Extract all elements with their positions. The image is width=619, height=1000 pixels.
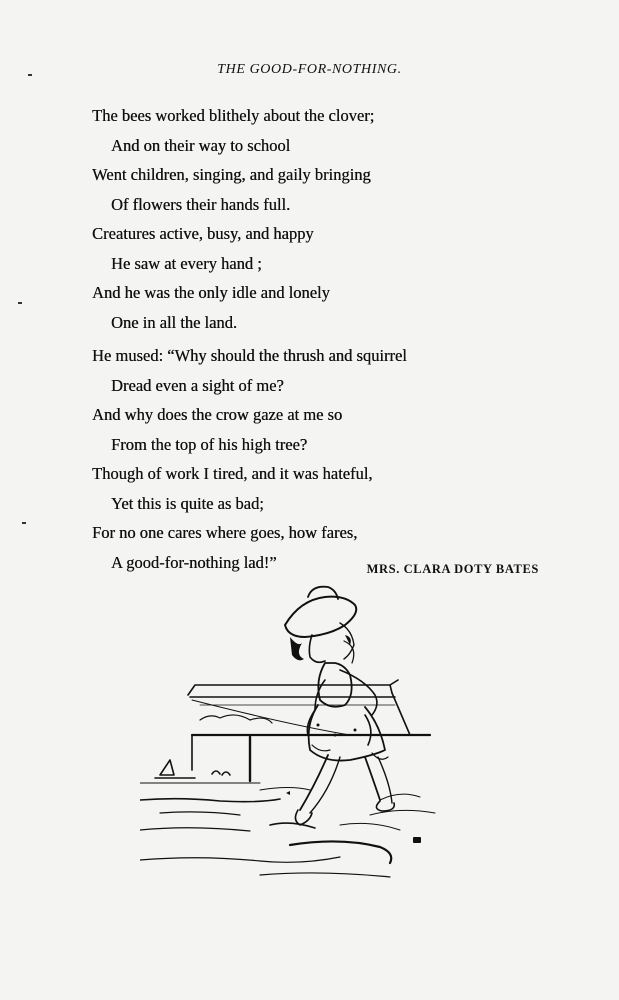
page-speck <box>22 522 26 524</box>
poem-line: Of flowers their hands full. <box>111 194 291 214</box>
poem-line: And on their way to school <box>111 135 291 155</box>
page-title: THE GOOD-FOR-NOTHING. <box>217 62 402 77</box>
poem-line: From the top of his high tree? <box>111 434 308 454</box>
poem-line: Dread even a sight of me? <box>111 375 284 395</box>
poem-line: He mused: “Why should the thrush and squirrel <box>92 346 407 365</box>
poem-line: For no one cares where goes, how fares, <box>92 523 358 542</box>
poem-line: He saw at every hand ; <box>111 253 262 273</box>
poem-line: Though of work I tired, and it was hateful, <box>92 464 373 483</box>
poem-line: Went children, singing, and gaily bringing <box>92 165 371 184</box>
poem-line: And why does the crow gaze at me so <box>92 405 343 424</box>
poem-line: Creatures active, busy, and happy <box>92 224 314 243</box>
page-speck <box>18 302 22 304</box>
poem-line: One in all the land. <box>111 312 238 332</box>
poem-line: And he was the only idle and lonely <box>92 283 330 302</box>
poem-line: A good-for-nothing lad!” <box>111 552 277 572</box>
poem-line: The bees worked blithely about the clover; <box>92 106 375 125</box>
poem-stanza-2 <box>92 341 552 577</box>
poem-stanza-1 <box>92 101 552 337</box>
author-attribution: MRS. CLARA DOTY BATES <box>366 562 539 576</box>
poem-line: Yet this is quite as bad; <box>111 493 264 513</box>
child-wading-at-shore-illustration <box>140 585 450 885</box>
